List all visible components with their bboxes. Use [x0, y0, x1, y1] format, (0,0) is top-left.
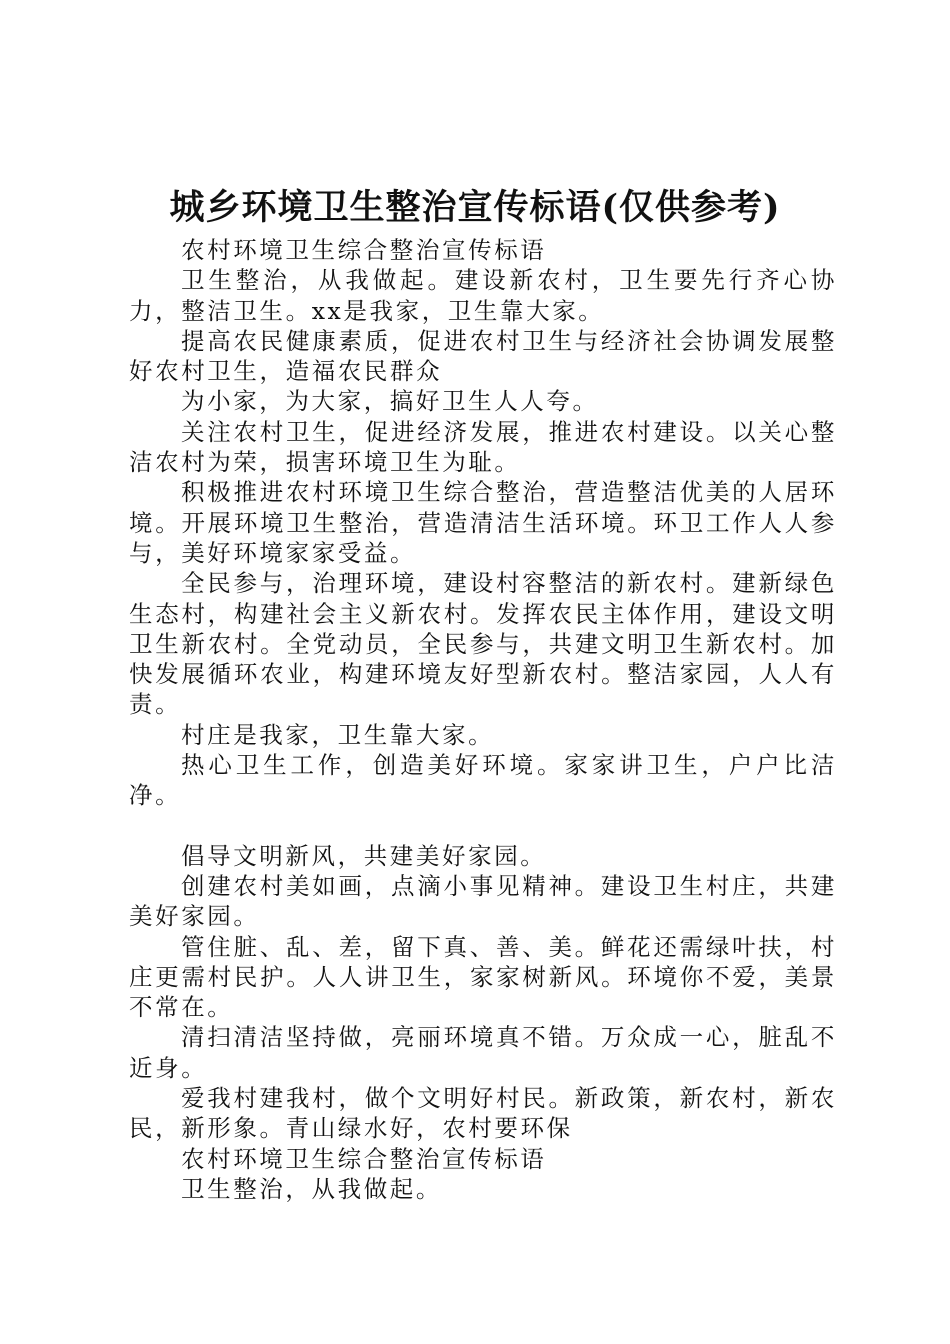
paragraph: 爱我村建我村，做个文明好村民。新政策，新农村，新农民，新形象。青山绿水好，农村要环保	[129, 1084, 837, 1143]
document-title: 城乡环境卫生整治宣传标语(仅供参考)	[169, 187, 781, 228]
paragraph: 提高农民健康素质，促进农村卫生与经济社会协调发展整好农村卫生，造福农民群众	[129, 326, 837, 386]
paragraph: 创建农村美如画，点滴小事见精神。建设卫生村庄，共建美好家园。	[129, 871, 837, 931]
paragraph: 农村环境卫生综合整治宣传标语	[181, 1144, 547, 1173]
paragraph: 卫生整治，从我做起。	[181, 1174, 442, 1203]
paragraph: 农村环境卫生综合整治宣传标语	[181, 236, 547, 264]
paragraph: 关注农村卫生，促进经济发展，推进农村建设。以关心整洁农村为荣，损害环境卫生为耻。	[129, 417, 837, 477]
paragraph: 为小家，为大家，搞好卫生人人夸。	[181, 387, 599, 416]
paragraph: 倡导文明新风，共建美好家园。	[181, 841, 547, 870]
paragraph: 热心卫生工作，创造美好环境。家家讲卫生，户户比洁净。	[129, 751, 837, 810]
paragraph: 村庄是我家，卫生靠大家。	[181, 720, 495, 749]
paragraph: 管住脏、乱、差，留下真、善、美。鲜花还需绿叶扶，村庄更需村民护。人人讲卫生，家家树新风。环境你不爱，美景不常在。	[129, 932, 837, 1022]
paragraph: 全民参与，治理环境，建设村容整洁的新农村。建新绿色生态村，构建社会主义新农村。发挥农民主体作用，建设文明卫生新农村。全党动员，全民参与，共建文明卫生新农村。加快发展循环农业，构建环境友好型新农村。整洁家园，人人有责。	[129, 569, 837, 719]
paragraph: 清扫清洁坚持做，亮丽环境真不错。万众成一心，脏乱不近身。	[129, 1023, 837, 1082]
document-body	[129, 235, 837, 1204]
paragraph: 卫生整治，从我做起。建设新农村，卫生要先行齐心协力，整洁卫生。xx是我家，卫生靠大家。	[129, 266, 837, 325]
paragraph: 积极推进农村环境卫生综合整治，营造整洁优美的人居环境。开展环境卫生整治，营造清洁生活环境。环卫工作人人参与，美好环境家家受益。	[129, 478, 837, 567]
